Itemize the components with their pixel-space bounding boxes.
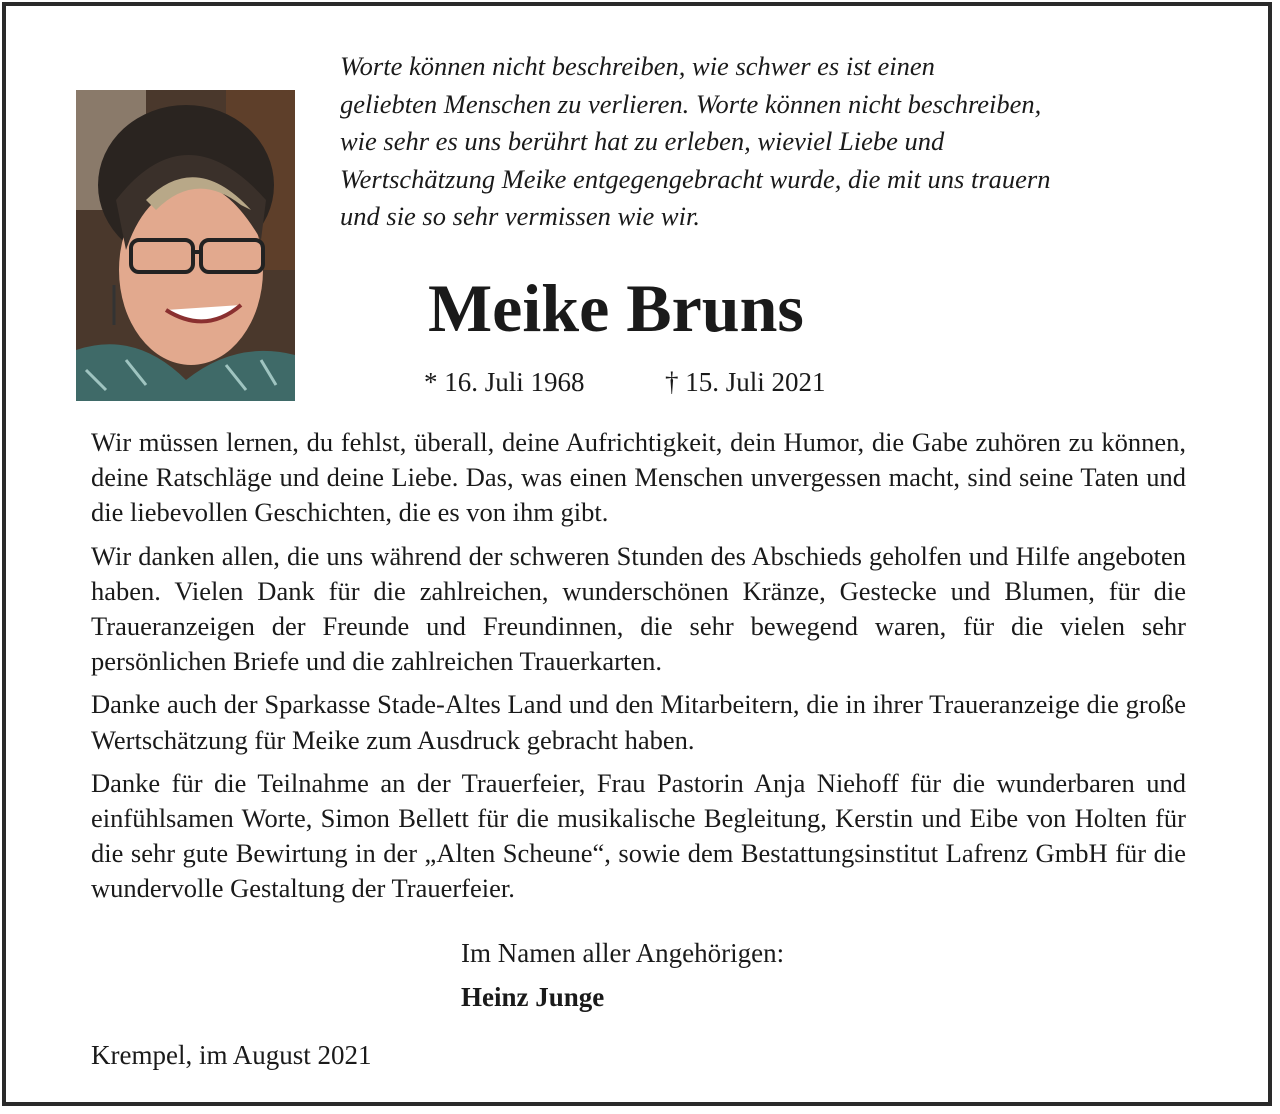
signature-intro: Im Namen aller Angehörigen: (461, 938, 785, 968)
obituary-body (91, 425, 1186, 915)
birth-date: * 16. Juli 1968 (424, 367, 585, 397)
place-date: Krempel, im August 2021 (91, 1040, 372, 1070)
portrait-photo (76, 90, 295, 401)
quote-line: Worte können nicht beschreiben, wie schwer es ist einen (340, 51, 935, 81)
quote-line: wie sehr es uns berührt hat zu erleben, wieviel Liebe und (340, 126, 945, 156)
quote-line: geliebten Menschen zu verlieren. Worte können nicht beschreiben, (340, 88, 1042, 119)
body-paragraph: Wir danken allen, die uns während der schweren Stunden des Abschieds geholfen und Hilfe angeboten haben. Vielen Dank für die zahlreichen, wunderschönen Kränze, Gestecke und Blumen, für die Traueranzeigen der Freunde und Freundinnen, die sehr bewegend waren, für die vielen sehr persönlichen Briefe und die zahlreichen Trauerkarten. (91, 540, 1186, 677)
body-paragraph: Danke auch der Sparkasse Stade-Altes Land und den Mitarbeitern, die in ihrer Traueranzeige die große Wertschätzung für Meike zum Ausdruck gebracht haben. (91, 689, 1186, 755)
deceased-name: Meike Bruns (428, 270, 804, 346)
signer-name: Heinz Junge (461, 982, 605, 1012)
quote-line: und sie so sehr vermissen wie wir. (340, 201, 700, 231)
opening-quote (340, 48, 1200, 236)
quote-line: Wertschätzung Meike entgegengebracht wurde, die mit uns trauern (340, 163, 1051, 194)
death-date: † 15. Juli 2021 (665, 367, 826, 397)
body-paragraph: Wir müssen lernen, du fehlst, überall, deine Aufrichtigkeit, dein Humor, die Gabe zuhören zu können, deine Ratschläge und deine Liebe. Das, was einen Menschen unvergessen macht, sind seine Taten und die liebevollen Geschichten, die es von ihm gibt. (91, 427, 1186, 528)
body-paragraph: Danke für die Teilnahme an der Trauerfeier, Frau Pastorin Anja Niehoff für die wunderbaren und einfühlsamen Worte, Simon Bellett für die musikalische Begleitung, Kerstin und Eibe von Holten für die sehr gute Bewirtung in der „Alten Scheune“, sowie dem Bestattungsinstitut Lafrenz GmbH für die wundervolle Gestaltung der Trauerfeier. (91, 767, 1186, 904)
